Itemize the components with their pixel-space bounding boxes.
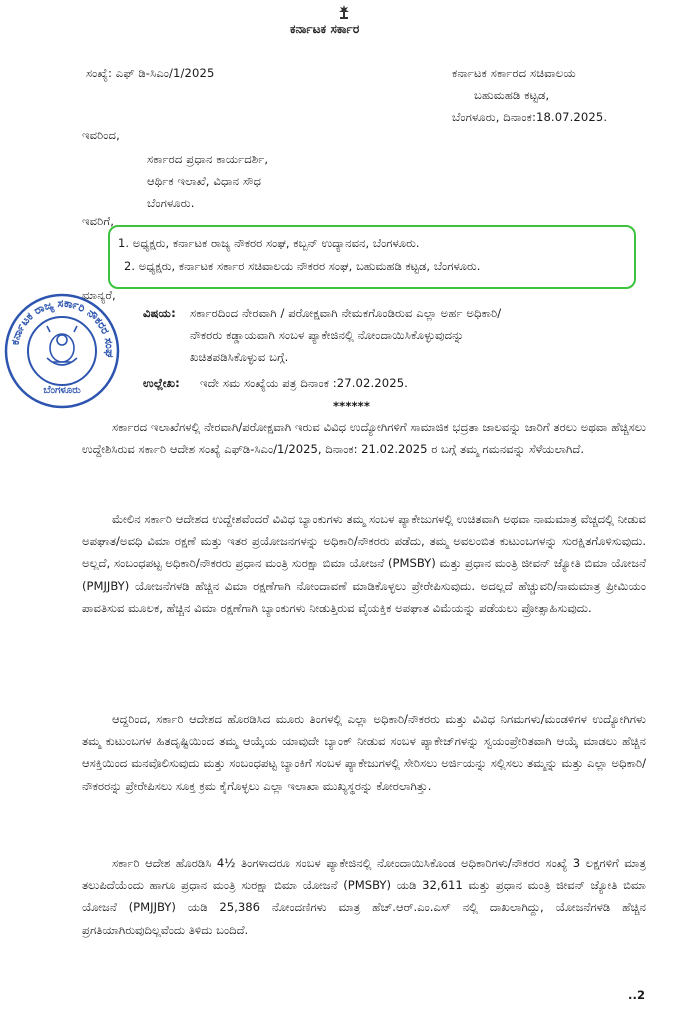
union-seal-icon [3,292,121,410]
recipient-item: 2. ಅಧ್ಯಕ್ಷರು, ಕರ್ನಾಟಕ ಸರ್ಕಾರ ಸಚಿವಾಲಯ ನೌಕರರ ಸಂಘ, ಬಹುಮಹಡಿ ಕಟ್ಟಡ, ಬೆಂಗಳೂರು. [124,259,481,273]
subject-line-3: ಖಚಿತಪಡಿಸಿಕೊಳ್ಳುವ ಬಗ್ಗೆ. [190,350,289,364]
subject-label: ವಿಷಯ: [143,306,176,320]
reference-number: ಸಂಖ್ಯೆ: ಎಫ್ ಡಿ-ಸಿಎಂ/1/2025 [86,66,215,80]
from-line-2: ಆರ್ಥಿಕ ಇಲಾಖೆ, ವಿಧಾನ ಸೌಧ [147,174,262,188]
place-date: ಬೆಂಗಳೂರು, ದಿನಾಂಕ:18.07.2025. [452,110,608,124]
reference-label: ಉಲ್ಲೇಖ: [143,376,180,390]
body-paragraph: ಸರ್ಕಾರದ ಇಲಾಖೆಗಳಲ್ಲಿ ನೇರವಾಗಿ/ಪರೋಕ್ಷವಾಗಿ ಇರುವ ವಿವಿಧ ಉದ್ಯೋಗಿಗಳಿಗೆ ಸಾಮಾಜಿಕ ಭದ್ರತಾ ಜಾಲವನ್ನು ಜಾರಿಗೆ ತರಲು ಅಥವಾ ಹೆಚ್ಚಿಸಲು ಉದ್ದೇಶಿಸಿರುವ ಸರ್ಕಾರಿ ಆದೇಶ ಸಂಖ್ಯೆ ಎಫ್‌ಡಿ-ಸಿಎಂ/1/2025, ದಿನಾಂಕ: 21.02.2025 ರ ಬಗ್ಗೆ ತಮ್ಮ ಗಮನವನ್ನು ಸೆಳೆಯಲಾಗಿದೆ. [82,420,646,457]
state-emblem-icon [337,4,351,20]
from-line-1: ಸರ್ಕಾರದ ಪ್ರಧಾನ ಕಾರ್ಯದರ್ಶಿ, [147,152,269,166]
office-name: ಕರ್ನಾಟಕ ಸರ್ಕಾರದ ಸಚಿವಾಲಯ [452,66,576,80]
salutation: ಮಾನ್ಯರೆ, [82,288,116,302]
from-label: ಇವರಿಂದ, [82,128,120,142]
to-label: ಇವರಿಗೆ, [82,214,115,228]
body-paragraph: ಸರ್ಕಾರಿ ಆದೇಶ ಹೊರಡಿಸಿ 4½ ತಿಂಗಳಾದರೂ ಸಂಬಳ ಪ್ಯಾಕೇಜಿನಲ್ಲಿ ನೋಂದಾಯಿಸಿಕೊಂಡ ಅಧಿಕಾರಿಗಳು/ನೌಕರರ ಸಂಖ್ಯೆ 3 ಲಕ್ಷಗಳಿಗೆ ಮಾತ್ರ ತಲುಪಿದೆಯೆಂದು ಹಾಗೂ ಪ್ರಧಾನ ಮಂತ್ರಿ ಸುರಕ್ಷಾ ಬಿಮಾ ಯೋಜನೆ (PMSBY) ಯಡಿ 32,611 ಮತ್ತು ಪ್ರಧಾನ ಮಂತ್ರಿ ಜೀವನ್ ಜ್ಯೋತಿ ಬಿಮಾ ಯೋಜನೆ (PMJJBY) ಯಡಿ 25,386 ನೋಂದಣಿಗಳು ಮಾತ್ರ ಹೆಚ್.ಆರ್.ಎಂ.ಎಸ್ ನಲ್ಲಿ ದಾಖಲಾಗಿದ್ದು, ಯೋಜನೆಗಳಡಿ ಹೆಚ್ಚಿನ ಪ್ರಗತಿಯಾಗಿರುವುದಿಲ್ಲವೆಂದು ತಿಳಿದು ಬಂದಿದೆ. [82,856,646,937]
body-paragraph: ಮೇಲಿನ ಸರ್ಕಾರಿ ಆದೇಶದ ಉದ್ದೇಶವೆಂದರೆ ವಿವಿಧ ಬ್ಯಾಂಕುಗಳು ತಮ್ಮ ಸಂಬಳ ಪ್ಯಾಕೇಜುಗಳಲ್ಲಿ ಉಚಿತವಾಗಿ ಅಥವಾ ನಾಮಮಾತ್ರ ವೆಚ್ಚದಲ್ಲಿ ನೀಡುವ ಅಪಘಾತ/ಅವಧಿ ವಿಮಾ ರಕ್ಷಣೆ ಮತ್ತು ಇತರ ಪ್ರಯೋಜನಗಳನ್ನು ಅಧಿಕಾರಿ/ನೌಕರರು ಪಡೆದು, ತಮ್ಮ ಅವಲಂಬಿತ ಕುಟುಂಬಗಳನ್ನು ಸುರಕ್ಷಿತಗೊಳಿಸುವುದು. ಅಲ್ಲದೆ, ಸಂಬಂಧಪಟ್ಟ ಅಧಿಕಾರಿ/ನೌಕರರು ಪ್ರಧಾನ ಮಂತ್ರಿ ಸುರಕ್ಷಾ ಬಿಮಾ ಯೋಜನೆ (PMSBY) ಮತ್ತು ಪ್ರಧಾನ ಮಂತ್ರಿ ಜೀವನ್ ಜ್ಯೋತಿ ಬಿಮಾ ಯೋಜನೆ (PMJJBY) ಯೋಜನೆಗಳಡಿ ಹೆಚ್ಚಿನ ವಿಮಾ ರಕ್ಷಣೆಗಾಗಿ ನೋಂದಾವಣೆ ಮಾಡಿಕೊಳ್ಳಲು ಪ್ರೇರೇಪಿಸುವುದು. ಅದಲ್ಲದೆ ಹೆಚ್ಚುವರಿ/ನಾಮಮಾತ್ರ ಪ್ರೀಮಿಯಂ ಪಾವತಿಸುವ ಮೂಲಕ, ಹೆಚ್ಚಿನ ವಿಮಾ ರಕ್ಷಣೆಗಾಗಿ ಬ್ಯಾಂಕುಗಳು ನೀಡುತ್ತಿರುವ ವೈಯಕ್ತಿಕ ಅಪಘಾತ ವಿಮೆಯನ್ನು ಪಡೆಯಲು ಪ್ರೋತ್ಸಾಹಿಸುವುದು. [82,512,646,615]
reference-text: ಇದೇ ಸಮ ಸಂಖ್ಯೆಯ ಪತ್ರ ದಿನಾಂಕ :27.02.2025. [200,376,408,390]
svg-text:ಬೆಂಗಳೂರು: ಬೆಂಗಳೂರು [43,385,81,396]
recipients-highlight-box [108,225,636,289]
from-line-3: ಬೆಂಗಳೂರು. [147,196,195,210]
government-title: ಕರ್ನಾಟಕ ಸರ್ಕಾರ [290,22,360,36]
recipient-item: 1. ಅಧ್ಯಕ್ಷರು, ಕರ್ನಾಟಕ ರಾಜ್ಯ ನೌಕರರ ಸಂಘ, ಕಬ್ಬನ್ ಉದ್ಯಾನವನ, ಬೆಂಗಳೂರು. [118,236,420,250]
body-paragraph: ಆದ್ದರಿಂದ, ಸರ್ಕಾರಿ ಆದೇಶದ ಹೊರಡಿಸಿದ ಮೂರು ತಿಂಗಳಲ್ಲಿ ಎಲ್ಲಾ ಅಧಿಕಾರಿ/ನೌಕರರು ಮತ್ತು ವಿವಿಧ ನಿಗಮಗಳು/ಮಂಡಳಿಗಳ ಉದ್ಯೋಗಿಗಳು ತಮ್ಮ ಕುಟುಂಬಗಳ ಹಿತದೃಷ್ಟಿಯಿಂದ ತಮ್ಮ ಆಯ್ಕೆಯ ಯಾವುದೇ ಬ್ಯಾಂಕ್ ನೀಡುವ ಸಂಬಳ ಪ್ಯಾಕೇಜ್‌ಗಳನ್ನು ಸ್ವಯಂಪ್ರೇರಿತವಾಗಿ ಆಯ್ಕೆ ಮಾಡಲು ಹೆಚ್ಚಿನ ಆಸಕ್ತಿಯಿಂದ ಮನವೊಲಿಸುವುದು ಮತ್ತು ಸಂಬಂಧಪಟ್ಟ ಬ್ಯಾಂಕಿಗೆ ಸಂಬಳ ಪ್ಯಾಕೇಜುಗಳಲ್ಲಿ ಸೇರಿಸಲು ಅರ್ಜಿಯನ್ನು ಸಲ್ಲಿಸಲು ತಮ್ಮನ್ನು ಮತ್ತು ಎಲ್ಲಾ ಅಧಿಕಾರಿ/ನೌಕರರನ್ನು ಪ್ರೇರೇಪಿಸಲು ಸೂಕ್ತ ಕ್ರಮ ಕೈಗೊಳ್ಳಲು ಎಲ್ಲಾ ಇಲಾಖಾ ಮುಖ್ಯಸ್ಥರನ್ನು ಕೋರಲಾಗಿತ್ತು. [82,712,646,793]
separator: ****** [333,399,370,413]
svg-text:ಕರ್ನಾಟಕ ರಾಜ್ಯ ಸರ್ಕಾರಿ ನೌಕರರ ಸಂ: ಕರ್ನಾಟಕ ರಾಜ್ಯ ಸರ್ಕಾರಿ ನೌಕರರ ಸಂಘ [8,296,117,358]
subject-line-2: ನೌಕರರು ಕಡ್ಡಾಯವಾಗಿ ಸಂಬಳ ಪ್ಯಾಕೇಜಿನಲ್ಲಿ ನೋಂದಾಯಿಸಿಕೊಳ್ಳುವುದನ್ನು [190,328,464,342]
subject-line-1: ಸರ್ಕಾರದಿಂದ ನೇರವಾಗಿ / ಪರೋಕ್ಷವಾಗಿ ನೇಮಕಗೊಂಡಿರುವ ಎಲ್ಲಾ ಅರ್ಹ ಅಧಿಕಾರಿ/ [190,306,502,320]
office-building: ಬಹುಮಹಡಿ ಕಟ್ಟಡ, [474,88,550,102]
page-marker: ..2 [628,988,646,1002]
